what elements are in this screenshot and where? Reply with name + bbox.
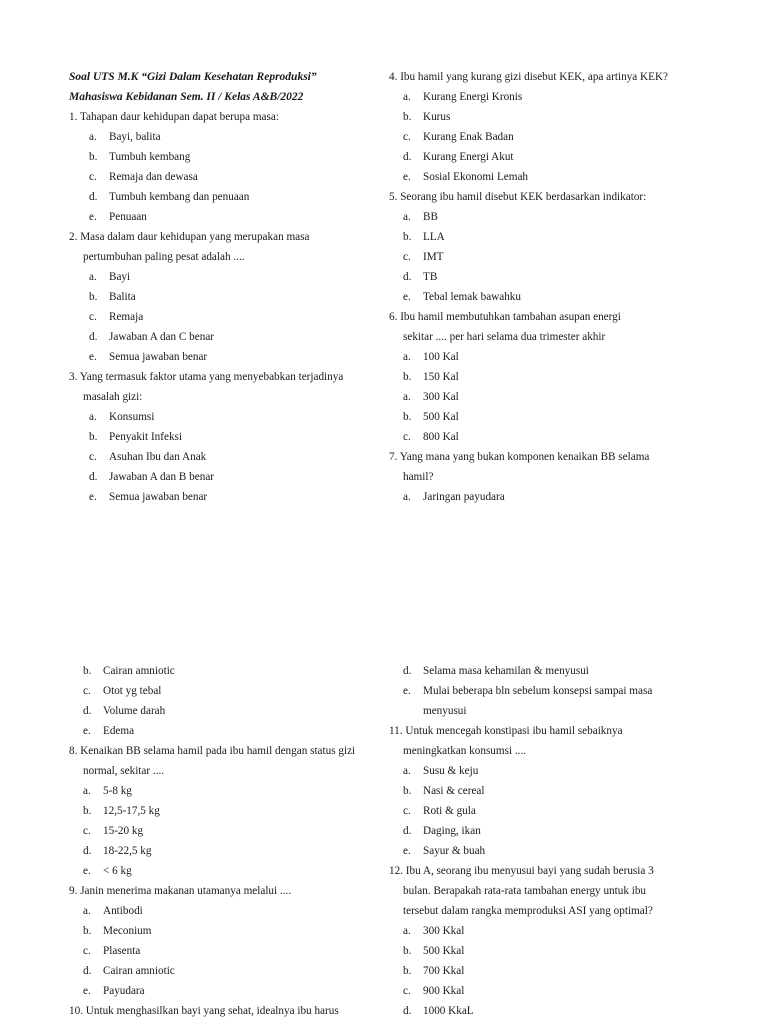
question-block (389, 661, 709, 721)
option-letter: e. (403, 685, 411, 697)
option-letter: e. (83, 865, 91, 877)
answer-option (69, 207, 389, 227)
option-text: 100 Kal (423, 351, 459, 363)
question-text-continued: masalah gizi: (83, 391, 143, 403)
answer-option (69, 681, 389, 701)
option-letter: c. (89, 311, 97, 323)
option-text: Volume darah (103, 705, 166, 717)
question-text-continued: tersebut dalam rangka memproduksi ASI yang optimal? (403, 905, 653, 917)
answer-option (69, 801, 389, 821)
option-text: Cairan amniotic (103, 965, 175, 977)
option-letter: c. (89, 171, 97, 183)
option-letter: b. (403, 965, 412, 977)
option-text: Kurang Energi Kronis (423, 91, 523, 103)
option-letter: b. (89, 151, 98, 163)
option-text: Bayi (109, 271, 131, 283)
option-letter: a. (403, 765, 411, 777)
option-letter: e. (403, 171, 411, 183)
option-text: IMT (423, 251, 444, 263)
question-text: 5. Seorang ibu hamil disebut KEK berdasarkan indikator: (389, 191, 647, 203)
option-letter: b. (403, 111, 412, 123)
option-letter: e. (89, 491, 97, 503)
option-text: Daging, ikan (423, 825, 481, 837)
option-letter: e. (83, 725, 91, 737)
answer-option (389, 961, 709, 981)
option-text: 18-22,5 kg (103, 845, 152, 857)
option-letter: e. (83, 985, 91, 997)
option-letter: d. (403, 825, 412, 837)
question-text-continued: pertumbuhan paling pesat adalah .... (83, 251, 245, 263)
option-letter: c. (403, 251, 411, 263)
option-letter: b. (403, 785, 412, 797)
option-letter: b. (89, 431, 98, 443)
question-block (389, 307, 709, 447)
answer-option (389, 227, 709, 247)
answer-option (389, 1001, 709, 1021)
answer-option (389, 147, 709, 167)
option-text: Balita (109, 291, 136, 303)
option-letter: b. (403, 945, 412, 957)
option-letter: a. (89, 271, 97, 283)
option-letter: d. (83, 965, 92, 977)
option-letter: d. (403, 1005, 412, 1017)
question-text: 8. Kenaikan BB selama hamil pada ibu hamil dengan status gizi (69, 745, 356, 757)
question-block (69, 227, 389, 367)
option-letter: c. (403, 431, 411, 443)
option-text: BB (423, 211, 438, 223)
option-text: 5-8 kg (103, 785, 132, 797)
question-block (69, 741, 389, 881)
option-text: Bayi, balita (109, 131, 161, 143)
answer-option (389, 207, 709, 227)
answer-option (389, 761, 709, 781)
option-letter: c. (83, 685, 91, 697)
answer-option (389, 87, 709, 107)
option-text: 15-20 kg (103, 825, 144, 837)
option-letter: a. (403, 491, 411, 503)
question-text: 4. Ibu hamil yang kurang gizi disebut KEK, apa artinya KEK? (389, 71, 668, 83)
answer-option (389, 247, 709, 267)
option-text: Roti & gula (423, 805, 476, 817)
option-letter: d. (89, 331, 98, 343)
question-block (389, 67, 709, 187)
option-text: 300 Kal (423, 391, 459, 403)
answer-option (389, 107, 709, 127)
option-text: Jaringan payudara (423, 491, 505, 503)
option-text: Nasi & cereal (423, 785, 485, 797)
option-text: Edema (103, 725, 135, 737)
option-text: 900 Kkal (423, 985, 465, 997)
option-letter: d. (83, 705, 92, 717)
option-text: Tebal lemak bawahku (423, 291, 521, 303)
answer-option (389, 941, 709, 961)
question-block (69, 367, 389, 507)
question-text: 2. Masa dalam daur kehidupan yang merupakan masa (69, 231, 310, 243)
question-text: 1. Tahapan daur kehidupan dapat berupa masa: (69, 111, 279, 123)
option-text: 12,5-17,5 kg (103, 805, 160, 817)
answer-option (69, 147, 389, 167)
option-text: LLA (423, 231, 445, 243)
option-letter: d. (89, 191, 98, 203)
option-text: 150 Kal (423, 371, 459, 383)
question-block (389, 447, 709, 507)
answer-option (69, 167, 389, 187)
option-text: Susu & keju (423, 765, 479, 777)
option-text: 800 Kal (423, 431, 459, 443)
option-letter: d. (403, 665, 412, 677)
right-column-top (389, 67, 709, 507)
question-text-continued: sekitar .... per hari selama dua trimester akhir (403, 331, 606, 343)
question-block (389, 187, 709, 307)
answer-option (389, 841, 709, 861)
option-text: Asuhan Ibu dan Anak (109, 451, 207, 463)
option-text: Tumbuh kembang dan penuaan (109, 191, 250, 203)
exam-subtitle: Mahasiswa Kebidanan Sem. II / Kelas A&B/2022 (69, 91, 304, 103)
option-text: TB (423, 271, 438, 283)
answer-option (69, 821, 389, 841)
answer-option (69, 941, 389, 961)
question-text: 6. Ibu hamil membutuhkan tambahan asupan energi (389, 311, 621, 323)
answer-option (389, 427, 709, 447)
option-letter: d. (403, 271, 412, 283)
option-text: Kurus (423, 111, 451, 123)
answer-option (69, 661, 389, 681)
option-text: Tumbuh kembang (109, 151, 191, 163)
option-text: Sayur & buah (423, 845, 486, 857)
answer-option (69, 841, 389, 861)
right-column-bottom (389, 661, 709, 1021)
answer-option (389, 981, 709, 1001)
option-letter: c. (403, 985, 411, 997)
answer-option (389, 921, 709, 941)
option-letter: a. (403, 925, 411, 937)
option-letter: a. (403, 351, 411, 363)
question-block (69, 881, 389, 1001)
option-text: Semua jawaban benar (109, 351, 208, 363)
question-text: 12. Ibu A, seorang ibu menyusui bayi yang sudah berusia 3 (389, 865, 654, 877)
answer-option (389, 821, 709, 841)
answer-option (69, 307, 389, 327)
question-text: 9. Janin menerima makanan utamanya melalui .... (69, 885, 292, 897)
option-text: Otot yg tebal (103, 685, 162, 697)
option-letter: a. (403, 391, 411, 403)
option-letter: e. (403, 845, 411, 857)
option-text: Remaja dan dewasa (109, 171, 198, 183)
option-text: Jawaban A dan B benar (109, 471, 215, 483)
option-text: Meconium (103, 925, 152, 937)
option-text: Cairan amniotic (103, 665, 175, 677)
question-block (69, 1001, 389, 1021)
answer-option (69, 347, 389, 367)
question-block (389, 861, 709, 1021)
left-column-bottom (69, 661, 389, 1021)
answer-option (389, 781, 709, 801)
answer-option (69, 487, 389, 507)
answer-option (69, 187, 389, 207)
answer-option (69, 781, 389, 801)
option-text: < 6 kg (103, 865, 132, 877)
option-letter (403, 701, 423, 721)
answer-option (69, 861, 389, 881)
option-letter: a. (403, 211, 411, 223)
question-block (69, 107, 389, 227)
answer-option (389, 367, 709, 387)
option-letter: b. (83, 925, 92, 937)
option-text: 500 Kal (423, 411, 459, 423)
answer-option (69, 901, 389, 921)
option-letter: d. (89, 471, 98, 483)
option-text: Plasenta (103, 945, 141, 957)
option-text: Antibodi (103, 905, 143, 917)
question-block (69, 661, 389, 741)
option-text: 500 Kkal (423, 945, 465, 957)
option-letter: a. (83, 785, 91, 797)
option-letter: e. (89, 351, 97, 363)
option-text: Selama masa kehamilan & menyusui (423, 665, 589, 677)
answer-option (69, 267, 389, 287)
option-letter: b. (83, 665, 92, 677)
answer-option (69, 921, 389, 941)
option-text: 1000 KkaL (423, 1005, 474, 1017)
option-text: Jawaban A dan C benar (109, 331, 215, 343)
option-text: Konsumsi (109, 411, 155, 423)
option-text: Penuaan (109, 211, 147, 223)
answer-option (69, 981, 389, 1001)
option-letter: e. (403, 291, 411, 303)
question-block (389, 721, 709, 861)
answer-option (69, 127, 389, 147)
option-letter: e. (89, 211, 97, 223)
answer-option (69, 721, 389, 741)
answer-option (69, 287, 389, 307)
option-letter: c. (403, 805, 411, 817)
option-letter: b. (89, 291, 98, 303)
answer-option (389, 801, 709, 821)
option-letter: b. (83, 805, 92, 817)
option-text: 300 Kkal (423, 925, 465, 937)
answer-option (389, 127, 709, 147)
answer-option (389, 661, 709, 681)
answer-option (389, 167, 709, 187)
question-text: 3. Yang termasuk faktor utama yang menyebabkan terjadinya (69, 371, 344, 383)
exam-title: Soal UTS M.K “Gizi Dalam Kesehatan Reproduksi” (69, 71, 317, 83)
option-text: 700 Kkal (423, 965, 465, 977)
option-text: Semua jawaban benar (109, 491, 208, 503)
answer-option (389, 487, 709, 507)
answer-option (389, 407, 709, 427)
option-letter: d. (83, 845, 92, 857)
option-letter: b. (403, 411, 412, 423)
option-text: Sosial Ekonomi Lemah (423, 171, 529, 183)
question-text: 11. Untuk mencegah konstipasi ibu hamil sebaiknya (389, 725, 623, 737)
option-letter: a. (83, 905, 91, 917)
option-text: Kurang Enak Badan (423, 131, 514, 143)
option-text: Payudara (103, 985, 145, 997)
option-letter: a. (89, 411, 97, 423)
question-text: 10. Untuk menghasilkan bayi yang sehat, idealnya ibu harus (69, 1005, 339, 1017)
answer-option (69, 447, 389, 467)
answer-option (389, 267, 709, 287)
option-letter: c. (403, 131, 411, 143)
answer-option (69, 961, 389, 981)
question-text-continued: normal, sekitar .... (83, 765, 165, 777)
option-letter: d. (403, 151, 412, 163)
option-text: Kurang Energi Akut (423, 151, 514, 163)
option-letter: b. (403, 371, 412, 383)
answer-option (389, 287, 709, 307)
answer-option (389, 347, 709, 367)
question-text-continued: bulan. Berapakah rata-rata tambahan energy untuk ibu (403, 885, 647, 897)
answer-option (69, 407, 389, 427)
answer-option (69, 701, 389, 721)
answer-option (389, 387, 709, 407)
option-letter: c. (89, 451, 97, 463)
option-text: Penyakit Infeksi (109, 431, 183, 443)
question-text-continued: meningkatkan konsumsi .... (403, 745, 527, 757)
answer-option (69, 427, 389, 447)
answer-option (389, 681, 709, 701)
answer-option (69, 467, 389, 487)
option-text: menyusui (423, 705, 467, 717)
question-text-continued: hamil? (403, 471, 434, 483)
answer-option (69, 327, 389, 347)
option-text: Mulai beberapa bln sebelum konsepsi sampai masa (423, 685, 653, 697)
option-letter: c. (83, 825, 91, 837)
question-text: 7. Yang mana yang bukan komponen kenaikan BB selama (389, 451, 650, 463)
option-letter: b. (403, 231, 412, 243)
option-text: Remaja (109, 311, 144, 323)
option-letter: a. (403, 91, 411, 103)
option-letter: c. (83, 945, 91, 957)
option-letter: a. (89, 131, 97, 143)
left-column-top (69, 67, 389, 507)
answer-option (389, 701, 709, 721)
